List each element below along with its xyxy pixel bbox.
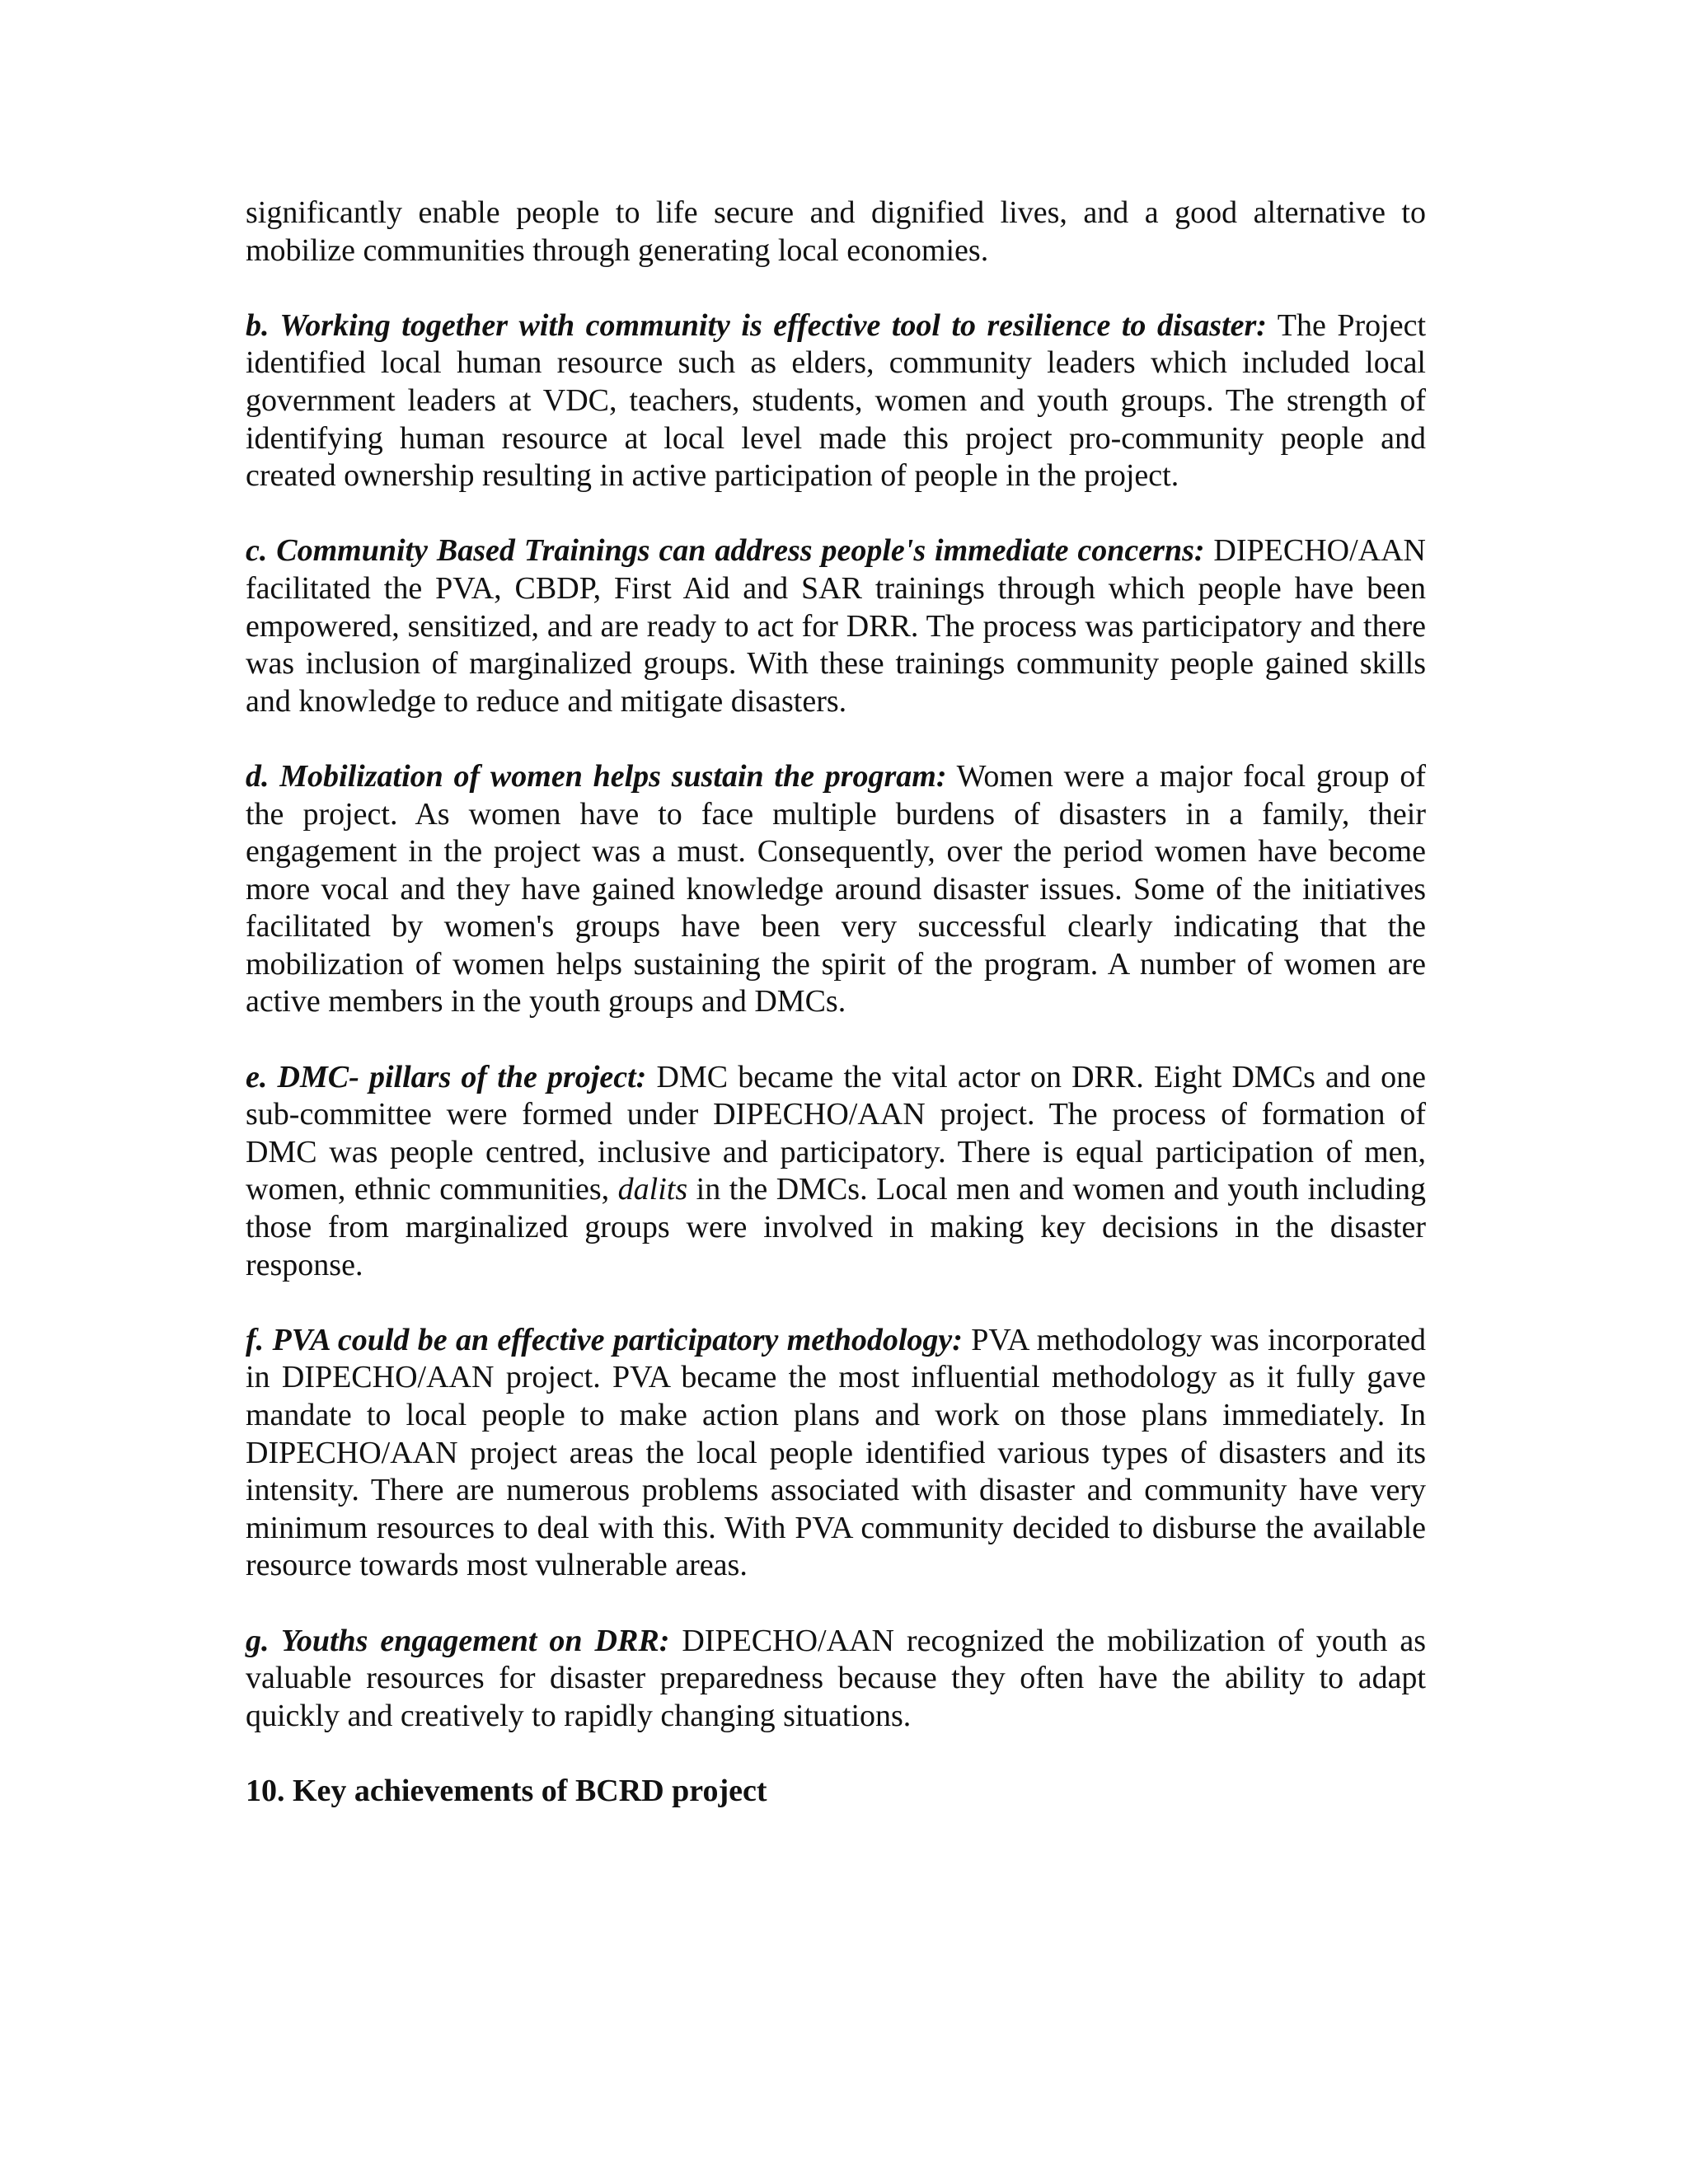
lesson-text-e-emphasis: dalits bbox=[617, 1172, 688, 1207]
lesson-text-d: Women were a major focal group of the project. As women have to face multiple burdens of disasters in a family, their engagement in the project was a must. Consequently, over the period women have become more vocal and they have gained knowledge around disaster issues. Some of the initiatives facilitated by women's groups have been very successful clearly indicating that the mobilization of women helps sustaining the spirit of the program. A number of women are active members in the youth groups and DMCs. bbox=[246, 758, 1426, 1019]
lesson-text-e-part1: DMC became the vital actor on DRR. Eight DMCs and one sub-committee were formed under DIPECHO/AAN project. The process of formation of DMC was people centred, inclusive and participatory. There is equal participation of men, women, ethnic communities, bbox=[246, 1059, 1426, 1207]
lesson-heading-e: e. DMC- pillars of the project: bbox=[246, 1059, 647, 1094]
lesson-heading-d: d. Mobilization of women helps sustain the program: bbox=[246, 758, 947, 794]
lesson-heading-b: b. Working together with community is effective tool to resilience to disaster: bbox=[246, 307, 1267, 343]
document-page bbox=[246, 194, 1426, 1811]
lesson-heading-f: f. PVA could be an effective participatory methodology: bbox=[246, 1322, 963, 1357]
lesson-paragraph-b bbox=[246, 307, 1426, 495]
lesson-paragraph-d bbox=[246, 758, 1426, 1021]
lesson-heading-g: g. Youths engagement on DRR: bbox=[246, 1623, 670, 1658]
lesson-text-b: The Project identified local human resource such as elders, community leaders which included local government leaders at VDC, teachers, students, women and youth groups. The strength of identifying human resource at local level made this project pro-community people and created ownership resulting in active participation of people in the project. bbox=[246, 307, 1426, 494]
section-heading: 10. Key achievements of BCRD project bbox=[246, 1773, 767, 1808]
lesson-text-g: DIPECHO/AAN recognized the mobilization of youth as valuable resources for disaster preparedness because they often have the ability to adapt quickly and creatively to rapidly changing situations. bbox=[246, 1623, 1426, 1733]
lesson-text-e-part2: in the DMCs. Local men and women and youth including those from marginalized groups were involved in making key decisions in the disaster response. bbox=[246, 1172, 1427, 1282]
lesson-text-f: PVA methodology was incorporated in DIPECHO/AAN project. PVA became the most influential methodology as it fully gave mandate to local people to make action plans and work on those plans immediately. In DIPECHO/AAN project areas the local people identified various types of disasters and its intensity. There are numerous problems associated with disaster and community have very minimum resources to deal with this. With PVA community decided to disburse the available resource towards most vulnerable areas. bbox=[246, 1322, 1427, 1583]
intro-paragraph: significantly enable people to life secure and dignified lives, and a good alternative to mobilize communities through generating local economies. bbox=[246, 195, 1426, 268]
lesson-paragraph-c bbox=[246, 532, 1426, 720]
lesson-text-c: DIPECHO/AAN facilitated the PVA, CBDP, First Aid and SAR trainings through which people have been empowered, sensitized, and are ready to act for DRR. The process was participatory and there was inclusion of marginalized groups. With these trainings community people gained skills and knowledge to reduce and mitigate disasters. bbox=[246, 533, 1426, 719]
lesson-paragraph-e bbox=[246, 1059, 1426, 1285]
lesson-heading-c: c. Community Based Trainings can address people's immediate concerns: bbox=[246, 533, 1205, 569]
lesson-paragraph-f bbox=[246, 1322, 1426, 1585]
lesson-paragraph-g bbox=[246, 1623, 1426, 1736]
